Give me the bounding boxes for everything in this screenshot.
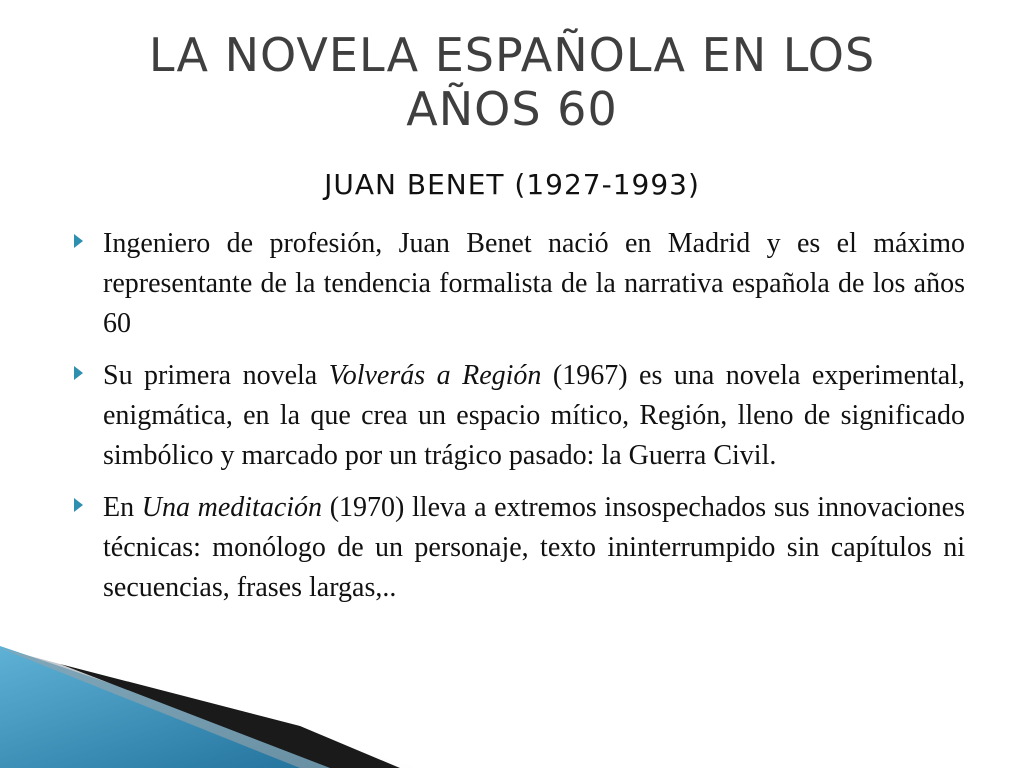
slide-subtitle: JUAN BENET (1927-1993) (324, 168, 700, 201)
bullet-text-after: (1967) es una novela experimental, enigmática, en la que crea un espacio mítico, Región, lleno de significado simbólico y marcado por un trágico pasado: la Guerra Civil. (103, 360, 966, 471)
bullet-text-before: En (103, 492, 142, 523)
bullet-text-before: Su primera novela (103, 360, 329, 391)
bullet-item (72, 356, 965, 476)
bullet-arrow-icon (74, 498, 83, 512)
bullet-text (103, 488, 965, 608)
bullet-item (72, 488, 965, 608)
title-line-1: LA NOVELA ESPAÑOLA EN LOS (148, 28, 876, 82)
title-line-2: AÑOS 60 (406, 82, 618, 136)
slide-title (60, 28, 964, 136)
bullet-arrow-icon (74, 366, 83, 380)
bullet-text-after: (1970) lleva a extremos insospechados sus innovaciones técnicas: monólogo de un personaje, texto ininterrumpido sin capítulos ni secuencias, frases largas,.. (103, 492, 966, 603)
bullet-item (72, 224, 965, 344)
bullet-text (103, 356, 965, 476)
bullet-text: Ingeniero de profesión, Juan Benet nació en Madrid y es el máximo representante de la tendencia formalista de la narrativa española de los años 60 (103, 228, 965, 339)
bullet-list (72, 224, 965, 620)
novel-title: Una meditación (141, 492, 323, 523)
novel-title: Volverás a Región (328, 360, 542, 391)
bullet-arrow-icon (74, 234, 83, 248)
